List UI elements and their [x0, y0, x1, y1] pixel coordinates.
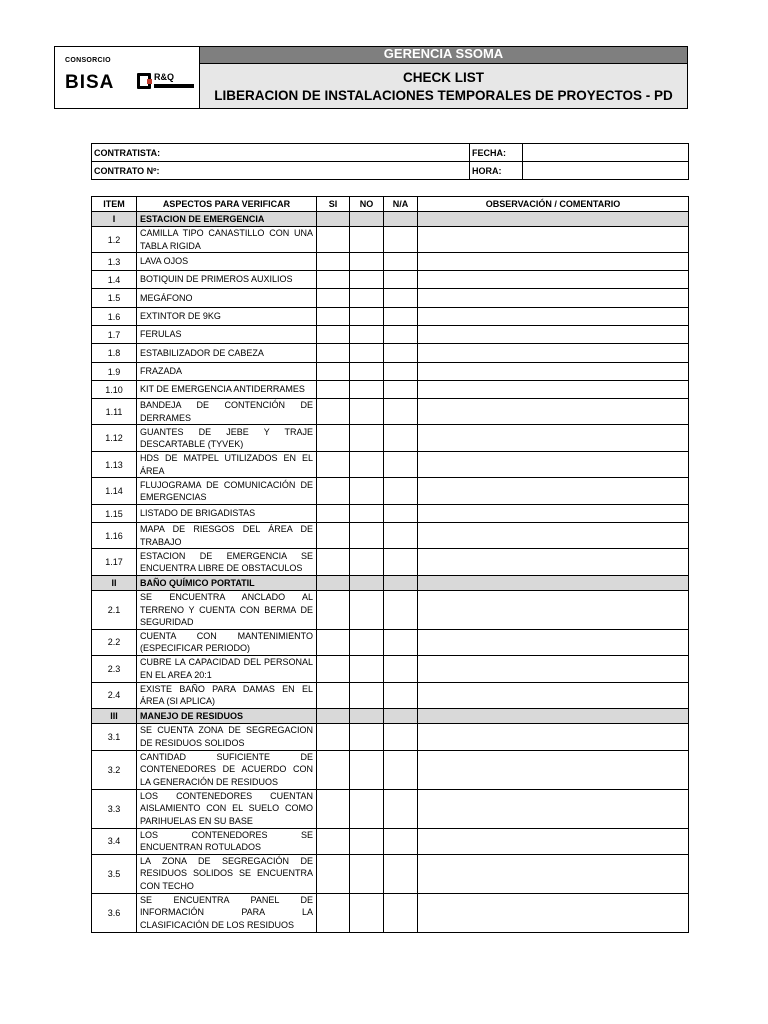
item-number: 1.15: [92, 505, 137, 523]
no-cell[interactable]: [350, 308, 384, 326]
item-number: 3.5: [92, 854, 137, 893]
observacion-cell[interactable]: [418, 289, 689, 308]
si-cell[interactable]: [317, 363, 350, 381]
na-cell[interactable]: [384, 308, 418, 326]
na-cell[interactable]: [384, 828, 418, 854]
no-cell[interactable]: [350, 253, 384, 271]
section-title: ESTACION DE EMERGENCIA: [137, 212, 317, 227]
table-row: [92, 828, 689, 854]
logo-bisa-text: BISA: [65, 72, 115, 93]
section-na-cell: [384, 576, 418, 591]
department-band: GERENCIA SSOMA: [200, 47, 687, 64]
observacion-cell[interactable]: [418, 750, 689, 789]
na-cell[interactable]: [384, 425, 418, 452]
section-no-cell: [350, 576, 384, 591]
no-cell[interactable]: [350, 523, 384, 549]
hora-field[interactable]: [523, 162, 689, 180]
observacion-cell[interactable]: [418, 308, 689, 326]
na-cell[interactable]: [384, 253, 418, 271]
na-cell[interactable]: [384, 363, 418, 381]
table-row: [92, 227, 689, 253]
no-cell[interactable]: [350, 750, 384, 789]
na-cell[interactable]: [384, 682, 418, 708]
aspect-text: ESTABILIZADOR DE CABEZA: [137, 344, 317, 363]
aspect-text: EXISTE BAÑO PARA DAMAS EN EL ÁREA (SI APLICA): [137, 682, 317, 708]
observacion-cell[interactable]: [418, 854, 689, 893]
si-cell[interactable]: [317, 591, 350, 630]
rq-logo-bar: [154, 84, 194, 88]
section-number: II: [92, 576, 137, 591]
na-cell[interactable]: [384, 549, 418, 576]
na-cell[interactable]: [384, 227, 418, 253]
aspect-text: MEGÁFONO: [137, 289, 317, 308]
section-number: III: [92, 708, 137, 723]
observacion-cell[interactable]: [418, 828, 689, 854]
table-row: [92, 591, 689, 630]
observacion-cell[interactable]: [418, 271, 689, 289]
observacion-cell[interactable]: [418, 344, 689, 363]
section-no-cell: [350, 708, 384, 723]
na-cell[interactable]: [384, 381, 418, 399]
na-cell[interactable]: [384, 344, 418, 363]
observacion-cell[interactable]: [418, 253, 689, 271]
na-cell[interactable]: [384, 271, 418, 289]
item-number: 1.3: [92, 253, 137, 271]
aspect-text: LOS CONTENEDORES CUENTAN AISLAMIENTO CON EL SUELO COMO PARIHUELAS EN SU BASE: [137, 789, 317, 828]
table-row: [92, 549, 689, 576]
si-cell[interactable]: [317, 893, 350, 932]
consortium-logo: [55, 47, 200, 108]
contratista-field[interactable]: CONTRATISTA:: [92, 144, 470, 162]
col-aspectos: ASPECTOS PARA VERIFICAR: [137, 197, 317, 212]
table-row: [92, 326, 689, 344]
na-cell[interactable]: [384, 750, 418, 789]
table-row: [92, 363, 689, 381]
table-row: [92, 655, 689, 682]
table-row: [92, 789, 689, 828]
table-row: [92, 381, 689, 399]
na-cell[interactable]: [384, 655, 418, 682]
table-row: [92, 399, 689, 425]
observacion-cell[interactable]: [418, 549, 689, 576]
observacion-cell[interactable]: [418, 655, 689, 682]
no-cell[interactable]: [350, 363, 384, 381]
aspect-text: SE CUENTA ZONA DE SEGREGACION DE RESIDUOS SOLIDOS: [137, 723, 317, 750]
item-number: 1.12: [92, 425, 137, 452]
fecha-field[interactable]: [523, 144, 689, 162]
table-row: [92, 452, 689, 478]
aspect-text: EXTINTOR DE 9KG: [137, 308, 317, 326]
observacion-cell[interactable]: [418, 682, 689, 708]
aspect-text: FLUJOGRAMA DE COMUNICACIÓN DE EMERGENCIAS: [137, 478, 317, 505]
si-cell[interactable]: [317, 289, 350, 308]
contrato-field[interactable]: CONTRATO Nº:: [92, 162, 470, 180]
section-row: [92, 576, 689, 591]
no-cell[interactable]: [350, 893, 384, 932]
no-cell[interactable]: [350, 344, 384, 363]
no-cell[interactable]: [350, 227, 384, 253]
aspect-text: SE ENCUENTRA ANCLADO AL TERRENO Y CUENTA CON BERMA DE SEGURIDAD: [137, 591, 317, 630]
aspect-text: CAMILLA TIPO CANASTILLO CON UNA TABLA RIGIDA: [137, 227, 317, 253]
item-number: 1.17: [92, 549, 137, 576]
no-cell[interactable]: [350, 682, 384, 708]
no-cell[interactable]: [350, 326, 384, 344]
section-si-cell: [317, 212, 350, 227]
table-row: [92, 253, 689, 271]
rq-logo: [137, 73, 195, 91]
na-cell[interactable]: [384, 452, 418, 478]
no-cell[interactable]: [350, 271, 384, 289]
aspect-text: CUENTA CON MANTENIMIENTO (ESPECIFICAR PERIODO): [137, 629, 317, 655]
title-block: [200, 64, 687, 108]
logo-consorcio-text: CONSORCIO: [65, 57, 111, 64]
table-row: [92, 308, 689, 326]
na-cell[interactable]: [384, 789, 418, 828]
item-number: 2.3: [92, 655, 137, 682]
si-cell[interactable]: [317, 789, 350, 828]
aspect-text: LISTADO DE BRIGADISTAS: [137, 505, 317, 523]
col-no: NO: [350, 197, 384, 212]
na-cell[interactable]: [384, 854, 418, 893]
aspect-text: KIT DE EMERGENCIA ANTIDERRAMES: [137, 381, 317, 399]
section-row: [92, 212, 689, 227]
item-number: 1.2: [92, 227, 137, 253]
table-row: [92, 682, 689, 708]
item-number: 1.4: [92, 271, 137, 289]
si-cell[interactable]: [317, 425, 350, 452]
col-item: ITEM: [92, 197, 137, 212]
table-row: [92, 505, 689, 523]
no-cell[interactable]: [350, 828, 384, 854]
observacion-cell[interactable]: [418, 452, 689, 478]
section-observacion-cell: [418, 708, 689, 723]
na-cell[interactable]: [384, 893, 418, 932]
observacion-cell[interactable]: [418, 505, 689, 523]
observacion-cell[interactable]: [418, 326, 689, 344]
si-cell[interactable]: [317, 523, 350, 549]
rq-logo-icon: [137, 73, 151, 89]
table-row: [92, 629, 689, 655]
item-number: 3.6: [92, 893, 137, 932]
si-cell[interactable]: [317, 655, 350, 682]
no-cell[interactable]: [350, 723, 384, 750]
col-na: N/A: [384, 197, 418, 212]
item-number: 1.9: [92, 363, 137, 381]
si-cell[interactable]: [317, 723, 350, 750]
si-cell[interactable]: [317, 399, 350, 425]
observacion-cell[interactable]: [418, 523, 689, 549]
no-cell[interactable]: [350, 399, 384, 425]
no-cell[interactable]: [350, 789, 384, 828]
table-row: [92, 271, 689, 289]
section-na-cell: [384, 212, 418, 227]
item-number: 3.3: [92, 789, 137, 828]
aspect-text: CANTIDAD SUFICIENTE DE CONTENEDORES DE ACUERDO CON LA GENERACIÓN DE RESIDUOS: [137, 750, 317, 789]
section-row: [92, 708, 689, 723]
aspect-text: BOTIQUIN DE PRIMEROS AUXILIOS: [137, 271, 317, 289]
item-number: 1.6: [92, 308, 137, 326]
aspect-text: FERULAS: [137, 326, 317, 344]
si-cell[interactable]: [317, 629, 350, 655]
no-cell[interactable]: [350, 478, 384, 505]
item-number: 1.13: [92, 452, 137, 478]
item-number: 3.1: [92, 723, 137, 750]
no-cell[interactable]: [350, 629, 384, 655]
table-row: [92, 344, 689, 363]
no-cell[interactable]: [350, 425, 384, 452]
si-cell[interactable]: [317, 344, 350, 363]
aspect-text: LOS CONTENEDORES SE ENCUENTRAN ROTULADOS: [137, 828, 317, 854]
no-cell[interactable]: [350, 549, 384, 576]
na-cell[interactable]: [384, 629, 418, 655]
hora-label: HORA:: [470, 162, 523, 180]
item-number: 1.5: [92, 289, 137, 308]
section-no-cell: [350, 212, 384, 227]
na-cell[interactable]: [384, 523, 418, 549]
item-number: 2.1: [92, 591, 137, 630]
table-row: [92, 893, 689, 932]
no-cell[interactable]: [350, 505, 384, 523]
section-observacion-cell: [418, 212, 689, 227]
checklist-header-row: [92, 197, 689, 212]
na-cell[interactable]: [384, 591, 418, 630]
na-cell[interactable]: [384, 505, 418, 523]
si-cell[interactable]: [317, 308, 350, 326]
no-cell[interactable]: [350, 381, 384, 399]
aspect-text: LAVA OJOS: [137, 253, 317, 271]
item-number: 1.14: [92, 478, 137, 505]
fecha-label: FECHA:: [470, 144, 523, 162]
table-row: [92, 723, 689, 750]
observacion-cell[interactable]: [418, 723, 689, 750]
section-number: I: [92, 212, 137, 227]
checklist-table: [91, 196, 689, 933]
aspect-text: BANDEJA DE CONTENCIÓN DE DERRAMES: [137, 399, 317, 425]
no-cell[interactable]: [350, 655, 384, 682]
aspect-text: MAPA DE RIESGOS DEL ÁREA DE TRABAJO: [137, 523, 317, 549]
aspect-text: CUBRE LA CAPACIDAD DEL PERSONAL EN EL AREA 20:1: [137, 655, 317, 682]
item-number: 2.2: [92, 629, 137, 655]
na-cell[interactable]: [384, 723, 418, 750]
observacion-cell[interactable]: [418, 789, 689, 828]
document-header: [54, 46, 688, 109]
table-row: [92, 523, 689, 549]
observacion-cell[interactable]: [418, 381, 689, 399]
no-cell[interactable]: [350, 452, 384, 478]
aspect-text: SE ENCUENTRA PANEL DE INFORMACIÓN PARA LA CLASIFICACIÓN DE LOS RESIDUOS: [137, 893, 317, 932]
table-row: [92, 854, 689, 893]
aspect-text: HDS DE MATPEL UTILIZADOS EN EL ÁREA: [137, 452, 317, 478]
no-cell[interactable]: [350, 854, 384, 893]
si-cell[interactable]: [317, 253, 350, 271]
aspect-text: GUANTES DE JEBE Y TRAJE DESCARTABLE (TYVEK): [137, 425, 317, 452]
na-cell[interactable]: [384, 326, 418, 344]
observacion-cell[interactable]: [418, 893, 689, 932]
na-cell[interactable]: [384, 399, 418, 425]
si-cell[interactable]: [317, 505, 350, 523]
item-number: 3.4: [92, 828, 137, 854]
section-si-cell: [317, 576, 350, 591]
observacion-cell[interactable]: [418, 478, 689, 505]
si-cell[interactable]: [317, 750, 350, 789]
si-cell[interactable]: [317, 227, 350, 253]
si-cell[interactable]: [317, 682, 350, 708]
checklist-body: [92, 212, 689, 933]
section-observacion-cell: [418, 576, 689, 591]
si-cell[interactable]: [317, 854, 350, 893]
document-title: CHECK LIST: [403, 70, 484, 85]
item-number: 1.7: [92, 326, 137, 344]
si-cell[interactable]: [317, 549, 350, 576]
table-row: [92, 478, 689, 505]
observacion-cell[interactable]: [418, 591, 689, 630]
document-subtitle: LIBERACION DE INSTALACIONES TEMPORALES DE PROYECTOS - PD: [214, 88, 673, 103]
observacion-cell[interactable]: [418, 363, 689, 381]
item-number: 1.16: [92, 523, 137, 549]
no-cell[interactable]: [350, 591, 384, 630]
aspect-text: LA ZONA DE SEGREGACIÓN DE RESIDUOS SOLIDOS SE ENCUENTRA CON TECHO: [137, 854, 317, 893]
observacion-cell[interactable]: [418, 629, 689, 655]
si-cell[interactable]: [317, 452, 350, 478]
rq-logo-text: R&Q: [154, 72, 174, 82]
aspect-text: ESTACION DE EMERGENCIA SE ENCUENTRA LIBRE DE OBSTACULOS: [137, 549, 317, 576]
na-cell[interactable]: [384, 289, 418, 308]
aspect-text: FRAZADA: [137, 363, 317, 381]
observacion-cell[interactable]: [418, 425, 689, 452]
table-row: [92, 750, 689, 789]
item-number: 1.11: [92, 399, 137, 425]
section-title: BAÑO QUÍMICO PORTATIL: [137, 576, 317, 591]
section-na-cell: [384, 708, 418, 723]
si-cell[interactable]: [317, 271, 350, 289]
item-number: 3.2: [92, 750, 137, 789]
si-cell[interactable]: [317, 828, 350, 854]
item-number: 1.8: [92, 344, 137, 363]
table-row: [92, 289, 689, 308]
si-cell[interactable]: [317, 326, 350, 344]
item-number: 1.10: [92, 381, 137, 399]
section-si-cell: [317, 708, 350, 723]
si-cell[interactable]: [317, 478, 350, 505]
na-cell[interactable]: [384, 478, 418, 505]
no-cell[interactable]: [350, 289, 384, 308]
col-observacion: OBSERVACIÓN / COMENTARIO: [418, 197, 689, 212]
observacion-cell[interactable]: [418, 227, 689, 253]
item-number: 2.4: [92, 682, 137, 708]
section-title: MANEJO DE RESIDUOS: [137, 708, 317, 723]
observacion-cell[interactable]: [418, 399, 689, 425]
table-row: [92, 425, 689, 452]
col-si: SI: [317, 197, 350, 212]
si-cell[interactable]: [317, 381, 350, 399]
contract-info-table: [91, 143, 689, 180]
